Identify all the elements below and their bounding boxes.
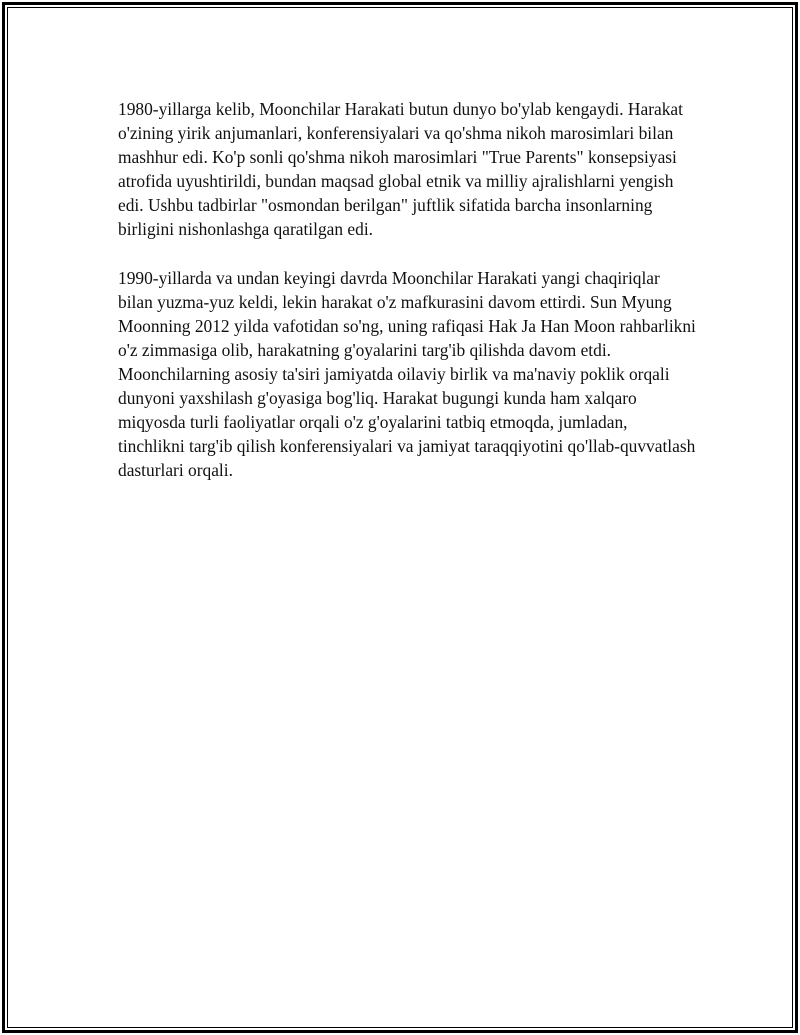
document-body [118, 97, 698, 506]
paragraph-1990s: 1990-yillarda va undan keyingi davrda Moonchilar Harakati yangi chaqiriqlar bilan yuzma-yuz keldi, lekin harakat o'z mafkurasini davom ettirdi. Sun Myung Moonning 2012 yilda vafotidan so'ng, uning rafiqasi Hak Ja Han Moon rahbarlikni o'z zimmasiga olib, harakatning g'oyalarini targ'ib qilishda davom etdi. Moonchilarning asosiy ta'siri jamiyatda oilaviy birlik va ma'naviy poklik orqali dunyoni yaxshilash g'oyasiga bog'liq. Harakat bugungi kunda ham xalqaro miqyosda turli faoliyatlar orqali o'z g'oyalarini tatbiq etmoqda, jumladan, tinchlikni targ'ib qilish konferensiyalari va jamiyat taraqqiyotini qo'llab-quvvatlash dasturlari orqali. [118, 267, 696, 481]
paragraph-1980s: 1980-yillarga kelib, Moonchilar Harakati butun dunyo bo'ylab kengaydi. Harakat o'zining yirik anjumanlari, konferensiyalari va qo'shma nikoh marosimlari bilan mashhur edi. Ko'p sonli qo'shma nikoh marosimlari "True Parents" konsepsiyasi atrofida uyushtirildi, bundan maqsad global etnik va milliy ajralishlarni yengish edi. Ushbu tadbirlar "osmondan berilgan" juftlik sifatida barcha insonlarning birligini nishonlashga qaratilgan edi. [118, 99, 683, 240]
page-frame [2, 2, 798, 1033]
